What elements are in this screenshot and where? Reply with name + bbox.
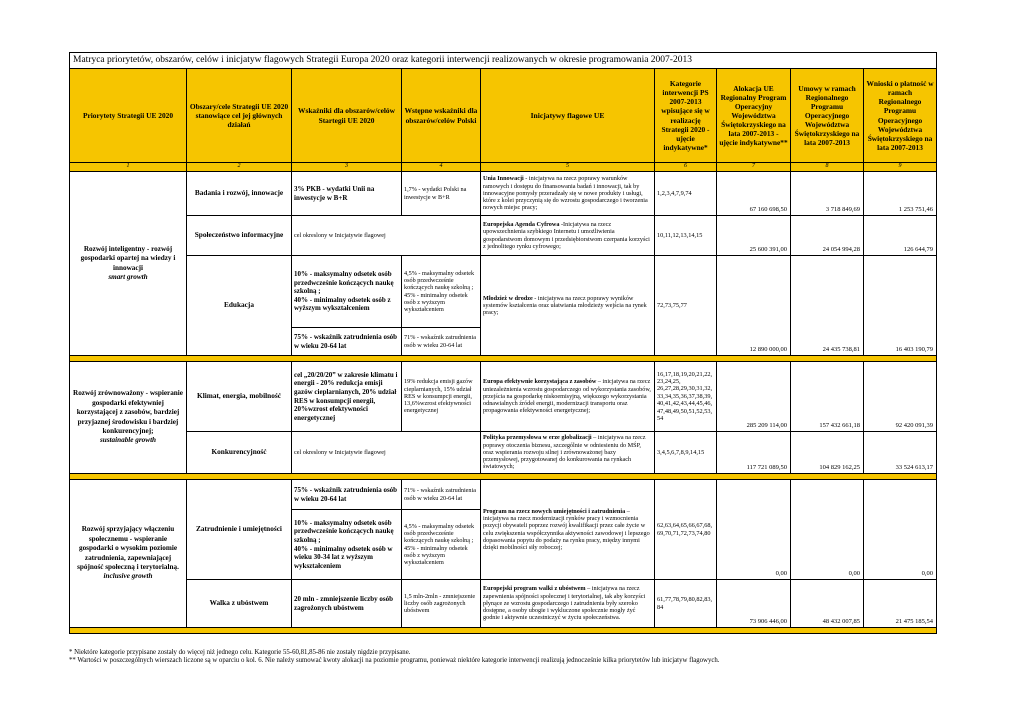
initiative-text: – inicjatywa na rzecz modernizacji rynków pracy i wzmocnienia pozycji obywateli poprzez rozwój kwalifikacji przez całe życie w celu zwiększenia współczynnika aktywności zawodowej i lepszego dopasowania popytu do podaży na rynku pracy, między innymi dzięki mobilności siły roboczej; <box>483 507 650 552</box>
initiative-title: Młodzież w drodze <box>483 294 533 302</box>
header-flagship: Inicjatywy flagowe UE <box>481 69 655 163</box>
allocation-value: 285 209 114,00 <box>717 362 791 432</box>
contracts-value: 104 829 162,25 <box>791 432 864 474</box>
initiative-cell <box>481 480 655 580</box>
table-row <box>70 362 937 432</box>
initiative-title: Polityka przemysłowa w erze globalizacji <box>483 434 592 442</box>
indicator-cell <box>292 510 402 580</box>
payments-value: 92 420 091,39 <box>864 362 937 432</box>
pl-indicator-line: 4,5% - maksymalny odsetek osób przedwcześnie kończących naukę szkolną ; <box>404 269 475 292</box>
categories-cell: 3,4,5,6,7,8,9,14,15 <box>655 432 717 474</box>
table-row <box>70 256 937 328</box>
area-cell: Konkurencyjność <box>187 432 292 474</box>
indicator-cell: cel „20/20/20” w zakresie klimatu i energii - 20% redukcja emisji gazów cieplarnianych, 20% udział RES w konsumpcji energii, 20%wzrost efektywności energetycznej <box>292 362 402 432</box>
contracts-value: 24 054 994,28 <box>791 216 864 256</box>
priority-english-label: sustainable growth <box>99 436 157 445</box>
priority-label: Rozwój zrównoważony - wspieranie gospodarki efektywniej korzystającej z zasobów, bardziej przyjaznej środowisku i bardziej konkurencyjnej; <box>73 389 183 435</box>
priority-english-label: inclusive growth <box>103 572 153 581</box>
initiative-cell <box>481 172 655 216</box>
column-number: 2 <box>187 163 292 172</box>
initiative-text: -Inicjatywa na rzecz upowszechnienia szybkiego Internetu i umożliwienia gospodarstwom domowym i przedsiębiorstwom czerpania korzyści z jednolitego rynku cyfrowego; <box>483 220 650 250</box>
footnote: ** Wartości w poszczególnych wierszach liczone są w oparciu o kol. 6. Nie należy sumować kwoty alokacji na poziomie programu, ponieważ niektóre kategorie interwencji realizują jednocześnie kilka priorytetów lub inicjatyw flagowych. <box>69 657 720 665</box>
priority-inclusive-growth <box>70 480 187 628</box>
allocation-value: 0,00 <box>717 480 791 580</box>
initiative-cell <box>481 580 655 628</box>
initiative-title: Program na rzecz nowych umiejętności i zatrudnienia <box>483 507 626 515</box>
contracts-value: 48 432 007,85 <box>791 580 864 628</box>
initiative-cell <box>481 216 655 256</box>
table-row <box>70 432 937 474</box>
header-categories: Kategorie interwencji PS 2007-2013 wpisujące się w realizację Strategii 2020 - ujęcie indykatywne* <box>655 69 717 163</box>
indicator-cell: 20 mln - zmniejszenie liczby osób zagrożonych ubóstwem <box>292 580 402 628</box>
priority-label: Rozwój inteligentny - rozwój gospodarki opartej na wiedzy i innowacji <box>80 244 176 272</box>
categories-cell: 1,2,3,4,7,9,74 <box>655 172 717 216</box>
indicator-line: 10% - maksymalny odsetek osób przedwcześnie kończących naukę szkolną ; <box>294 518 394 544</box>
payments-value: 1 253 751,46 <box>864 172 937 216</box>
header-pl-indicators: Wstępne wskaźniki dla obszarów/celów Polski <box>402 69 481 163</box>
contracts-value: 157 432 661,18 <box>791 362 864 432</box>
contracts-value: 3 718 849,69 <box>791 172 864 216</box>
matrix-table-wrapper <box>69 52 936 634</box>
initiative-title: Europejski program walki z ubóstwem <box>483 585 586 593</box>
area-cell: Klimat, energia, mobilność <box>187 362 292 432</box>
header-contracts: Umowy w ramach Regionalnego Programu Operacyjnego Województwa Świętokrzyskiego na lata 2007-2013 <box>791 69 864 163</box>
header-priorities: Priorytety Strategii UE 2020 <box>70 69 187 163</box>
header-row <box>70 69 937 163</box>
initiative-text: - inicjatywa na rzecz poprawy wyników systemów kształcenia oraz ułatwiania młodzieży wejścia na rynek pracy; <box>483 294 647 317</box>
column-number: 7 <box>717 163 791 172</box>
initiative-text: – inicjatywa na rzecz zapewnienia spójności społecznej i terytorialnej, tak aby korzyści płynące ze wzrostu gospodarczego i zatrudnienia były szeroko dostępne, a osoby ubogie i wykluczone społecznie mogły żyć godnie i aktywnie uczestniczyć w życiu społeczeństwa. <box>483 585 646 622</box>
pl-indicator-cell: 1,5 mln-2mln - zmniejszenie liczby osób zagrożonych ubóstwem <box>402 580 481 628</box>
initiative-title: Unia Innowacji <box>483 175 524 183</box>
separator-row <box>70 628 937 634</box>
pl-indicator-line: 45% - minimalny odsetek osób z wyższym wykształceniem <box>404 544 468 567</box>
column-number: 3 <box>292 163 402 172</box>
categories-cell: 62,63,64,65,66,67,68, 69,70,71,72,73,74,80 <box>655 480 717 580</box>
pl-indicator-cell: 71% - wskaźnik zatrudnienia osób w wieku 20-64 lat <box>402 480 481 510</box>
initiative-cell <box>481 432 655 474</box>
header-areas: Obszary/cele Strategii UE 2020 stanowiące cel jej głównych działań <box>187 69 292 163</box>
contracts-value: 0,00 <box>791 480 864 580</box>
pl-indicator-cell: 71% - wskaźnik zatrudnienia osób w wieku 20-64 lat <box>402 328 481 356</box>
title-row <box>70 53 937 69</box>
payments-value: 0,00 <box>864 480 937 580</box>
pl-indicator-cell: 19% redukcja emisji gazów cieplarnianych, 15% udział RES w konsumpcji energii, 13,6%wzrost efektywności energetycznej <box>402 362 481 432</box>
allocation-value: 67 160 698,50 <box>717 172 791 216</box>
initiative-cell <box>481 362 655 432</box>
column-number: 9 <box>864 163 937 172</box>
footnotes <box>69 649 939 666</box>
categories-cell: 61,77,78,79,80,82,83, 84 <box>655 580 717 628</box>
payments-value: 126 644,79 <box>864 216 937 256</box>
indicator-cell: 75% - wskaźnik zatrudnienia osób w wieku 20-64 lat <box>292 480 402 510</box>
header-payments: Wnioski o płatność w ramach Regionalnego Programu Operacyjnego Województwa Świętokrzyskiego na lata 2007-2013 <box>864 69 937 163</box>
matrix-table <box>69 52 937 634</box>
pl-indicator-line: 45% - minimalny odsetek osób z wyższym wykształceniem <box>404 291 468 314</box>
contracts-value: 24 435 738,81 <box>791 256 864 356</box>
page-title: Matryca priorytetów, obszarów, celów i inicjatyw flagowych Strategii Europa 2020 oraz kategorii interwencji realizowanych w okresie programowania 2007-2013 <box>70 53 937 69</box>
table-row <box>70 480 937 510</box>
table-row <box>70 172 937 216</box>
indicator-line: 40% - minimalny odsetek osób w wieku 30-34 lat z wyższym wykształceniem <box>294 544 393 570</box>
pl-indicator-line: 4,5% - maksymalny odsetek osób przedwcześnie kończących naukę szkolną ; <box>404 522 475 545</box>
allocation-value: 12 890 000,00 <box>717 256 791 356</box>
categories-cell: 16,17,18,19,20,21,22, 23,24,25, 26,27,28,29,30,31,32, 33,34,35,36,37,38,39, 40,41,42,43,44,45,46, 47,48,49,50,51,52,53, 54 <box>655 362 717 432</box>
indicator-cell: 3% PKB - wydatki Unii na inwestycje w B+R <box>292 172 402 216</box>
initiative-text: – inicjatywa na rzecz uniezależnienia wzrostu gospodarczego od wykorzystania zasobów, przejścia na gospodarkę niskoemisyjną, większego wykorzystania odnawialnych źródeł energii, modernizacji transportu oraz propagowania efektywności energetycznej; <box>483 378 651 415</box>
pl-indicator-cell <box>402 510 481 580</box>
initiative-text: – inicjatywa na rzecz poprawy otoczenia biznesu, szczególnie w odniesieniu do MŚP, oraz wspierania rozwoju silnej i zrównoważonej bazy przemysłowej, przygotowanej do konkurowania na rynkach światowych; <box>483 434 646 471</box>
initiative-text: - inicjatywa na rzecz poprawy warunków ramowych i dostępu do finansowania badań i innowacji, tak by innowacyjne pomysły przeradzały się w nowe produkty i usługi, które z kolei przyczynią się do wzrostu gospodarczego i tworzenia nowych miejsc pracy; <box>483 175 648 212</box>
priority-english-label: smart growth <box>108 272 148 281</box>
payments-value: 16 403 190,79 <box>864 256 937 356</box>
column-number-row <box>70 163 937 172</box>
payments-value: 33 524 613,17 <box>864 432 937 474</box>
allocation-value: 117 721 089,50 <box>717 432 791 474</box>
initiative-cell <box>481 256 655 356</box>
indicator-cell: 75% - wskaźnik zatrudnienia osób w wieku 20-64 lat <box>292 328 402 356</box>
initiative-title: Europejska Agenda Cyfrowa <box>483 220 560 228</box>
indicator-cell <box>292 256 402 328</box>
initiative-title: Europa efektywnie korzystająca z zasobów <box>483 378 597 386</box>
priority-label: Rozwój sprzyjający włączeniu społecznemu - wspieranie gospodarki o wysokim poziomie zatrudnienia, zapewniającej spójność społeczną i terytorialną. <box>77 525 179 571</box>
column-number: 4 <box>402 163 481 172</box>
header-allocation: Alokacja UE Regionalny Program Operacyjny Województwa Świętokrzyskiego na lata 2007-2013 - ujęcie indykatywne** <box>717 69 791 163</box>
categories-cell: 72,73,75,77 <box>655 256 717 356</box>
table-row <box>70 580 937 628</box>
indicator-cell: cel okreslony w Inicjatywie flagowej <box>292 216 481 256</box>
column-number: 5 <box>481 163 655 172</box>
header-indicators: Wskaźniki dla obszarów/celów Startegii UE 2020 <box>292 69 402 163</box>
column-number: 6 <box>655 163 717 172</box>
area-cell: Walka z ubóstwem <box>187 580 292 628</box>
footnote: * Niektóre kategorie przypisane zostały do więcej niż jednego celu. Kategorie 55-60,81,85-86 nie zostały nigdzie przypisane. <box>69 649 411 656</box>
area-cell: Badania i rozwój, innowacje <box>187 172 292 216</box>
column-number: 8 <box>791 163 864 172</box>
payments-value: 21 475 185,54 <box>864 580 937 628</box>
indicator-cell: cel okreslony w Inicjatywie flagowej <box>292 432 481 474</box>
allocation-value: 25 600 391,00 <box>717 216 791 256</box>
pl-indicator-cell <box>402 256 481 328</box>
priority-smart-growth <box>70 172 187 356</box>
indicator-line: 40% - minimalny odsetek osób z wyższym wykształceniem <box>294 295 391 313</box>
priority-sustainable-growth <box>70 362 187 474</box>
area-cell: Edukacja <box>187 256 292 356</box>
table-row <box>70 216 937 256</box>
area-cell: Społeczeństwo informacyjne <box>187 216 292 256</box>
indicator-line: 10% - maksymalny odsetek osób przedwcześnie kończących naukę szkolną ; <box>294 270 394 296</box>
pl-indicator-cell: 1,7% - wydatki Polski na inwestycje w B+R <box>402 172 481 216</box>
area-cell: Zatrudnienie i umiejętności <box>187 480 292 580</box>
separator <box>70 628 937 634</box>
allocation-value: 73 906 446,00 <box>717 580 791 628</box>
column-number: 1 <box>70 163 187 172</box>
categories-cell: 10,11,12,13,14,15 <box>655 216 717 256</box>
